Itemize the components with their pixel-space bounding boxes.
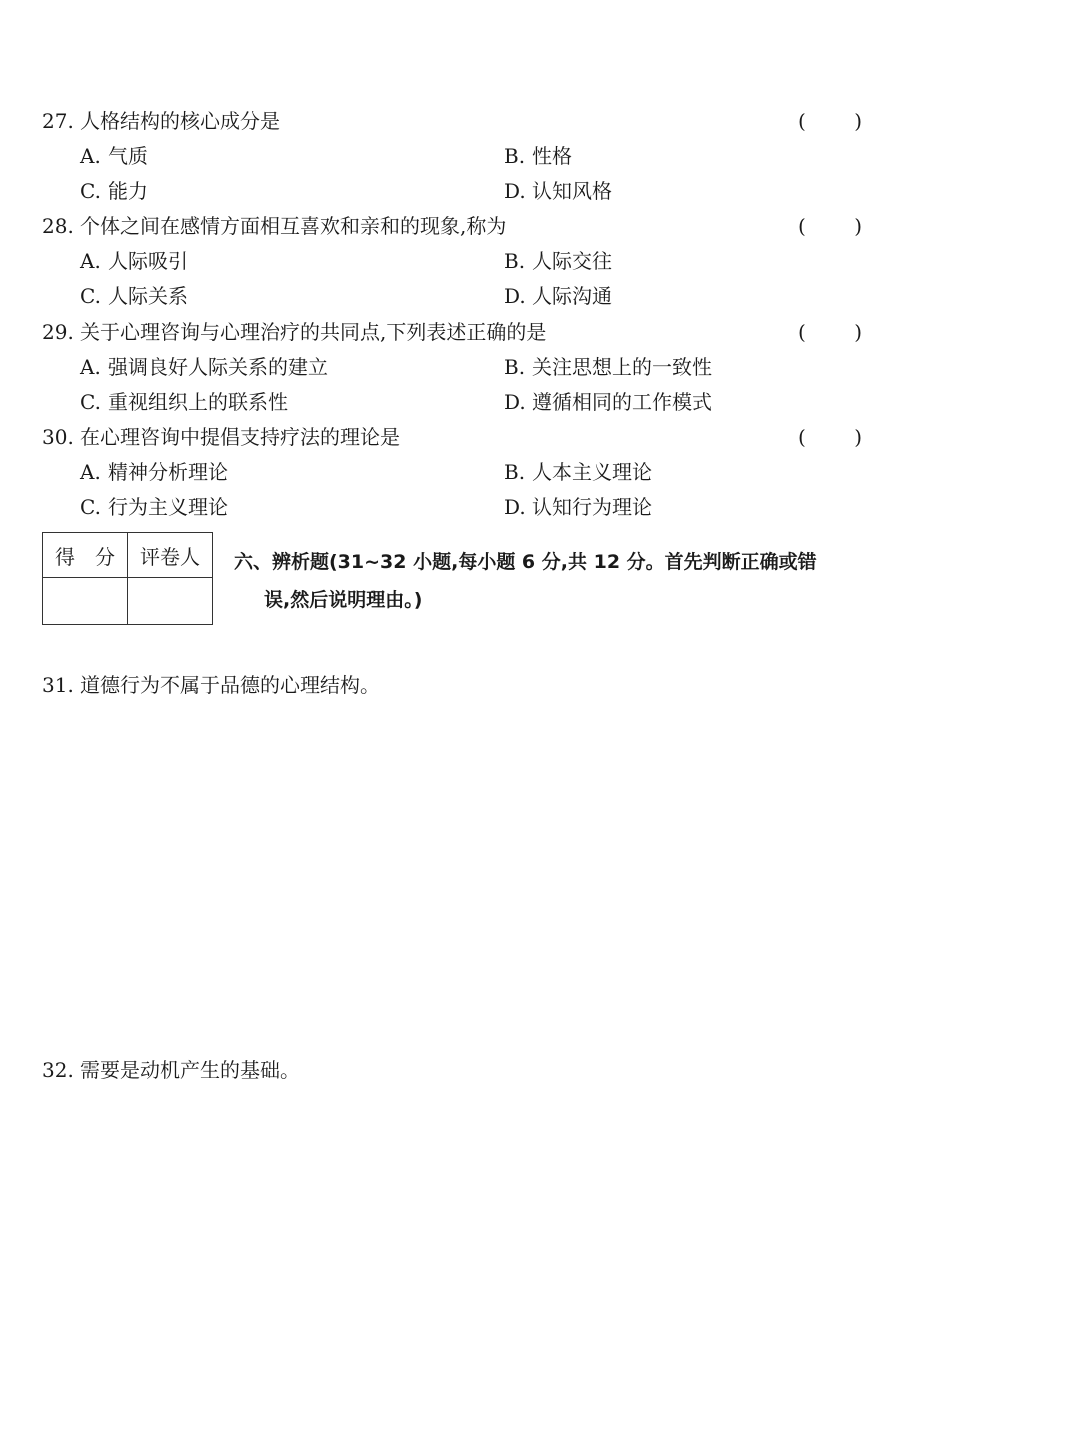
grader-cell[interactable] xyxy=(128,578,213,625)
option-b: B. 关注思想上的一致性 xyxy=(504,355,712,379)
answer-area-32[interactable] xyxy=(42,1095,862,1415)
question-number: 31. xyxy=(42,673,74,697)
question-stem: 个体之间在感情方面相互喜欢和亲和的现象,称为 xyxy=(80,214,507,238)
question-number: 28. xyxy=(42,214,74,238)
score-table xyxy=(42,532,213,625)
option-d: D. 认知风格 xyxy=(504,179,612,203)
question-number: 29. xyxy=(42,320,74,344)
question-stem: 人格结构的核心成分是 xyxy=(80,109,280,133)
score-header: 得 分 xyxy=(43,533,128,578)
answer-parentheses[interactable]: ( ) xyxy=(798,214,862,238)
option-d: D. 遵循相同的工作模式 xyxy=(504,390,712,414)
question-stem: 关于心理咨询与心理治疗的共同点,下列表述正确的是 xyxy=(80,320,547,344)
option-b: B. 人际交往 xyxy=(504,249,612,273)
question-number: 30. xyxy=(42,425,74,449)
option-c: C. 人际关系 xyxy=(80,284,188,308)
question-number: 27. xyxy=(42,109,74,133)
section-title-line2: 误,然后说明理由。) xyxy=(264,589,423,611)
answer-parentheses[interactable]: ( ) xyxy=(798,320,862,344)
option-c: C. 行为主义理论 xyxy=(80,495,228,519)
option-a: A. 气质 xyxy=(80,144,148,168)
option-c: C. 重视组织上的联系性 xyxy=(80,390,288,414)
question-text: 需要是动机产生的基础。 xyxy=(80,1058,300,1082)
option-b: B. 人本主义理论 xyxy=(504,460,652,484)
grader-header: 评卷人 xyxy=(128,533,213,578)
question-stem: 在心理咨询中提倡支持疗法的理论是 xyxy=(80,425,400,449)
option-a: A. 人际吸引 xyxy=(80,249,188,273)
answer-area-31[interactable] xyxy=(42,710,862,1040)
question-number: 32. xyxy=(42,1058,74,1082)
option-d: D. 人际沟通 xyxy=(504,284,612,308)
answer-parentheses[interactable]: ( ) xyxy=(798,109,862,133)
option-c: C. 能力 xyxy=(80,179,148,203)
option-a: A. 精神分析理论 xyxy=(80,460,228,484)
score-cell[interactable] xyxy=(43,578,128,625)
section-heading xyxy=(234,543,864,619)
option-a: A. 强调良好人际关系的建立 xyxy=(80,355,328,379)
section-title-line1: 六、辨析题(31~32 小题,每小题 6 分,共 12 分。首先判断正确或错 xyxy=(234,551,817,573)
option-d: D. 认知行为理论 xyxy=(504,495,652,519)
question-text: 道德行为不属于品德的心理结构。 xyxy=(80,673,380,697)
option-b: B. 性格 xyxy=(504,144,572,168)
answer-parentheses[interactable]: ( ) xyxy=(798,425,862,449)
